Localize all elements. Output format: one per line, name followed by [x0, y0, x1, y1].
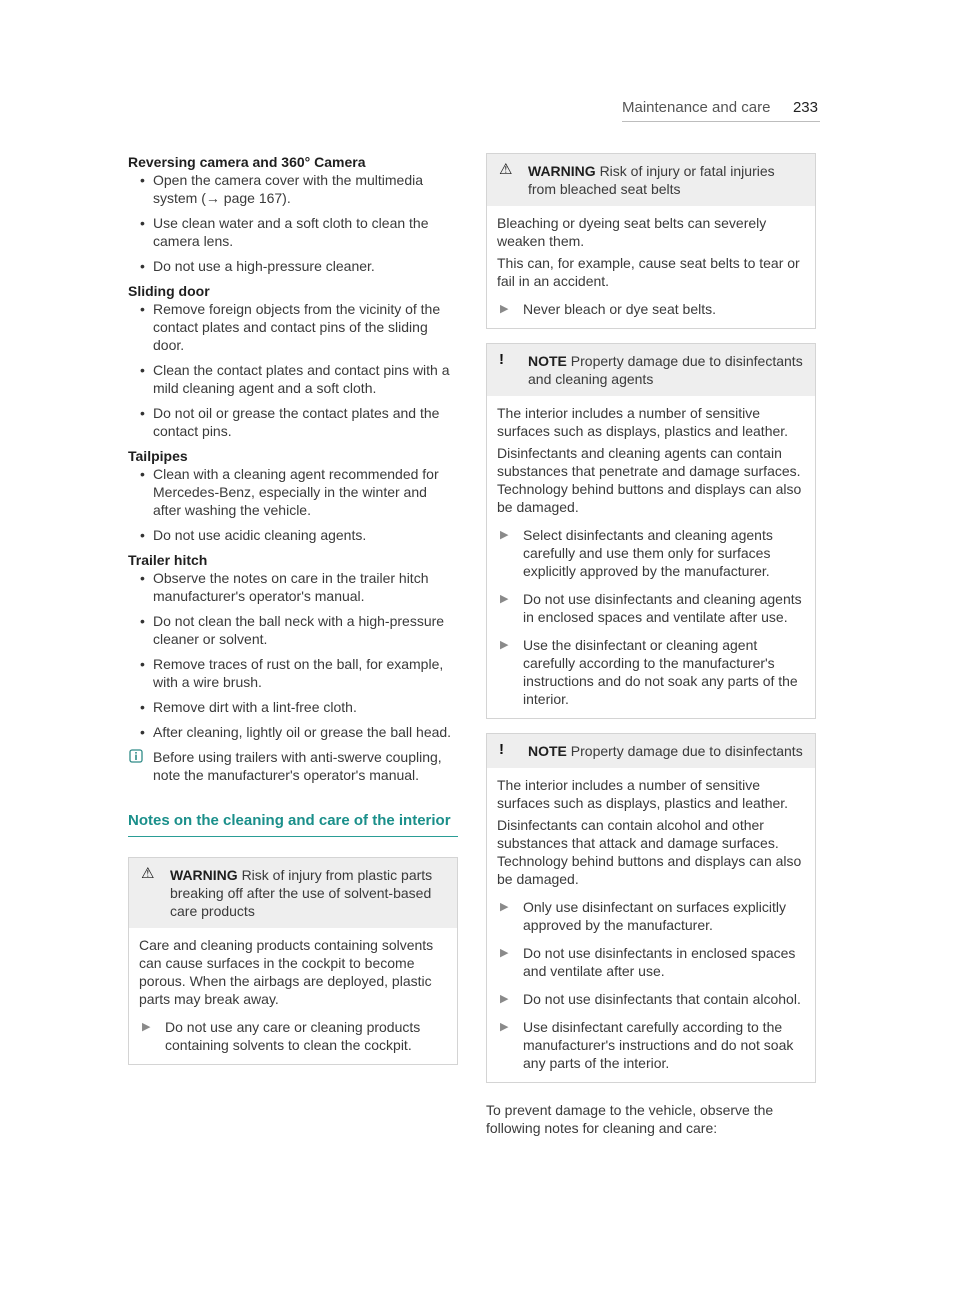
- instruction-step: [497, 898, 805, 934]
- list-item: • After cleaning, lightly oil or grease the ball head.: [128, 723, 458, 741]
- warning-title: Risk of injury from plastic parts breaking off after the use of solvent-based care products: [170, 867, 433, 919]
- note-label: NOTE: [528, 353, 567, 369]
- warning-label: WARNING: [170, 867, 238, 883]
- heading-sliding-door: Sliding door: [128, 283, 210, 299]
- list-item: • Remove traces of rust on the ball, for example, with a wire brush.: [128, 655, 458, 691]
- warning-paragraph: This can, for example, cause seat belts to tear or fail in an accident.: [497, 255, 800, 289]
- list-item: • Do not use acidic cleaning agents.: [128, 526, 458, 544]
- instruction-step: [497, 990, 805, 1008]
- group-tailpipes: [128, 447, 458, 544]
- info-note: [128, 748, 458, 784]
- instruction-step: [497, 1018, 805, 1072]
- group-reversing-camera: [128, 153, 458, 275]
- note-header: [487, 344, 815, 396]
- step-text: Never bleach or dye seat belts.: [523, 301, 716, 317]
- section-title: Notes on the cleaning and care of the interior: [128, 812, 458, 837]
- note-paragraph: Disinfectants and cleaning agents can contain substances that penetrate and damage surfaces. Technology behind buttons and displays can also be damaged.: [497, 445, 802, 515]
- heading-trailer-hitch: Trailer hitch: [128, 552, 208, 568]
- warning-box-seat-belts: [486, 153, 816, 329]
- warning-paragraph: Care and cleaning products containing solvents can cause surfaces in the cockpit to become porous. When the airbags are deployed, plastic parts may break away.: [139, 937, 434, 1007]
- note-body: [487, 768, 815, 1082]
- step-text: Do not use disinfectants in enclosed spaces and ventilate after use.: [523, 945, 796, 979]
- note-paragraph: Disinfectants can contain alcohol and other substances that attack and damage surfaces. Technology behind buttons and displays can also be damaged.: [497, 817, 802, 887]
- step-text: Use the disinfectant or cleaning agent carefully according to the manufacturer's instructions and do not soak any parts of the interior.: [523, 637, 798, 707]
- step-text: Select disinfectants and cleaning agents carefully and use them only for surfaces explicitly approved by the manufacturer.: [523, 527, 773, 579]
- list-item: • Use clean water and a soft cloth to clean the camera lens.: [128, 214, 458, 250]
- warning-body: [129, 928, 457, 1064]
- list-item: • Observe the notes on care in the trailer hitch manufacturer's operator's manual.: [128, 569, 458, 605]
- list-item: • Do not use a high-pressure cleaner.: [128, 257, 458, 275]
- note-body: [487, 396, 815, 718]
- group-sliding-door: [128, 282, 458, 440]
- instruction-step: [497, 526, 805, 580]
- list-item: • Open the camera cover with the multimedia system (→ page 167).: [128, 171, 458, 207]
- left-column: [128, 153, 458, 1065]
- instruction-step: [497, 636, 805, 708]
- header-rule: [622, 121, 820, 122]
- step-text: Do not use any care or cleaning products containing solvents to clean the cockpit.: [165, 1019, 421, 1053]
- warning-header: [129, 858, 457, 928]
- step-text: Use disinfectant carefully according to the manufacturer's instructions and do not soak any parts of the interior.: [523, 1019, 794, 1071]
- note-paragraph: The interior includes a number of sensitive surfaces such as displays, plastics and leather.: [497, 405, 789, 439]
- warning-icon: ⚠: [499, 161, 513, 178]
- step-text: Do not use disinfectants and cleaning agents in enclosed spaces and ventilate after use.: [523, 591, 802, 625]
- info-note-text: Before using trailers with anti-swerve coupling, note the manufacturer's operator's manual.: [153, 749, 442, 783]
- step-arrow-icon: ▶: [500, 639, 509, 651]
- list-item: • Clean the contact plates and contact pins with a mild cleaning agent and a soft cloth.: [128, 361, 458, 397]
- warning-icon: ⚠: [141, 865, 155, 882]
- group-trailer-hitch: [128, 551, 458, 741]
- step-arrow-icon: ▶: [500, 303, 509, 315]
- header-section-title: Maintenance and care: [622, 99, 771, 116]
- list-item: • Do not oil or grease the contact plates and the contact pins.: [128, 404, 458, 440]
- right-column: [486, 153, 816, 1151]
- note-box-disinfectants: [486, 733, 816, 1083]
- step-arrow-icon: ▶: [500, 993, 509, 1005]
- info-icon: [129, 749, 143, 767]
- step-arrow-icon: ▶: [500, 593, 509, 605]
- closing-paragraph: To prevent damage to the vehicle, observe the following notes for cleaning and care:: [486, 1102, 774, 1136]
- warning-title: Risk of injury or fatal injuries from bleached seat belts: [528, 163, 775, 197]
- page-header: [622, 99, 820, 121]
- warning-body: [487, 206, 815, 328]
- heading-tailpipes: Tailpipes: [128, 448, 188, 464]
- exclamation-icon: !: [499, 741, 504, 758]
- step-arrow-icon: ▶: [500, 947, 509, 959]
- instruction-step: [497, 590, 805, 626]
- note-label: NOTE: [528, 743, 567, 759]
- note-title: Property damage due to disinfectants and cleaning agents: [528, 353, 803, 387]
- step-arrow-icon: ▶: [500, 1021, 509, 1033]
- warning-paragraph: Bleaching or dyeing seat belts can severely weaken them.: [497, 215, 767, 249]
- note-box-disinfectants-cleaning: [486, 343, 816, 719]
- heading-reversing-camera: Reversing camera and 360° Camera: [128, 154, 366, 170]
- warning-box-solvents: [128, 857, 458, 1065]
- exclamation-icon: !: [499, 351, 504, 368]
- step-arrow-icon: ▶: [500, 901, 509, 913]
- step-text: Do not use disinfectants that contain alcohol.: [523, 991, 801, 1007]
- step-arrow-icon: ▶: [500, 529, 509, 541]
- warning-label: WARNING: [528, 163, 596, 179]
- step-arrow-icon: ▶: [142, 1021, 151, 1033]
- step-text: Only use disinfectant on surfaces explicitly approved by the manufacturer.: [523, 899, 787, 933]
- list-item: • Clean with a cleaning agent recommended for Mercedes-Benz, especially in the winter and after washing the vehicle.: [128, 465, 458, 519]
- page-number: 233: [792, 99, 818, 116]
- instruction-step: [139, 1018, 447, 1054]
- note-paragraph: The interior includes a number of sensitive surfaces such as displays, plastics and leather.: [497, 777, 789, 811]
- note-title: Property damage due to disinfectants: [570, 743, 803, 759]
- note-header: [487, 734, 815, 768]
- list-item: • Remove foreign objects from the vicinity of the contact plates and contact pins of the sliding door.: [128, 300, 458, 354]
- list-item: • Do not clean the ball neck with a high-pressure cleaner or solvent.: [128, 612, 458, 648]
- list-item: • Remove dirt with a lint-free cloth.: [128, 698, 458, 716]
- warning-header: [487, 154, 815, 206]
- instruction-step: [497, 300, 805, 318]
- instruction-step: [497, 944, 805, 980]
